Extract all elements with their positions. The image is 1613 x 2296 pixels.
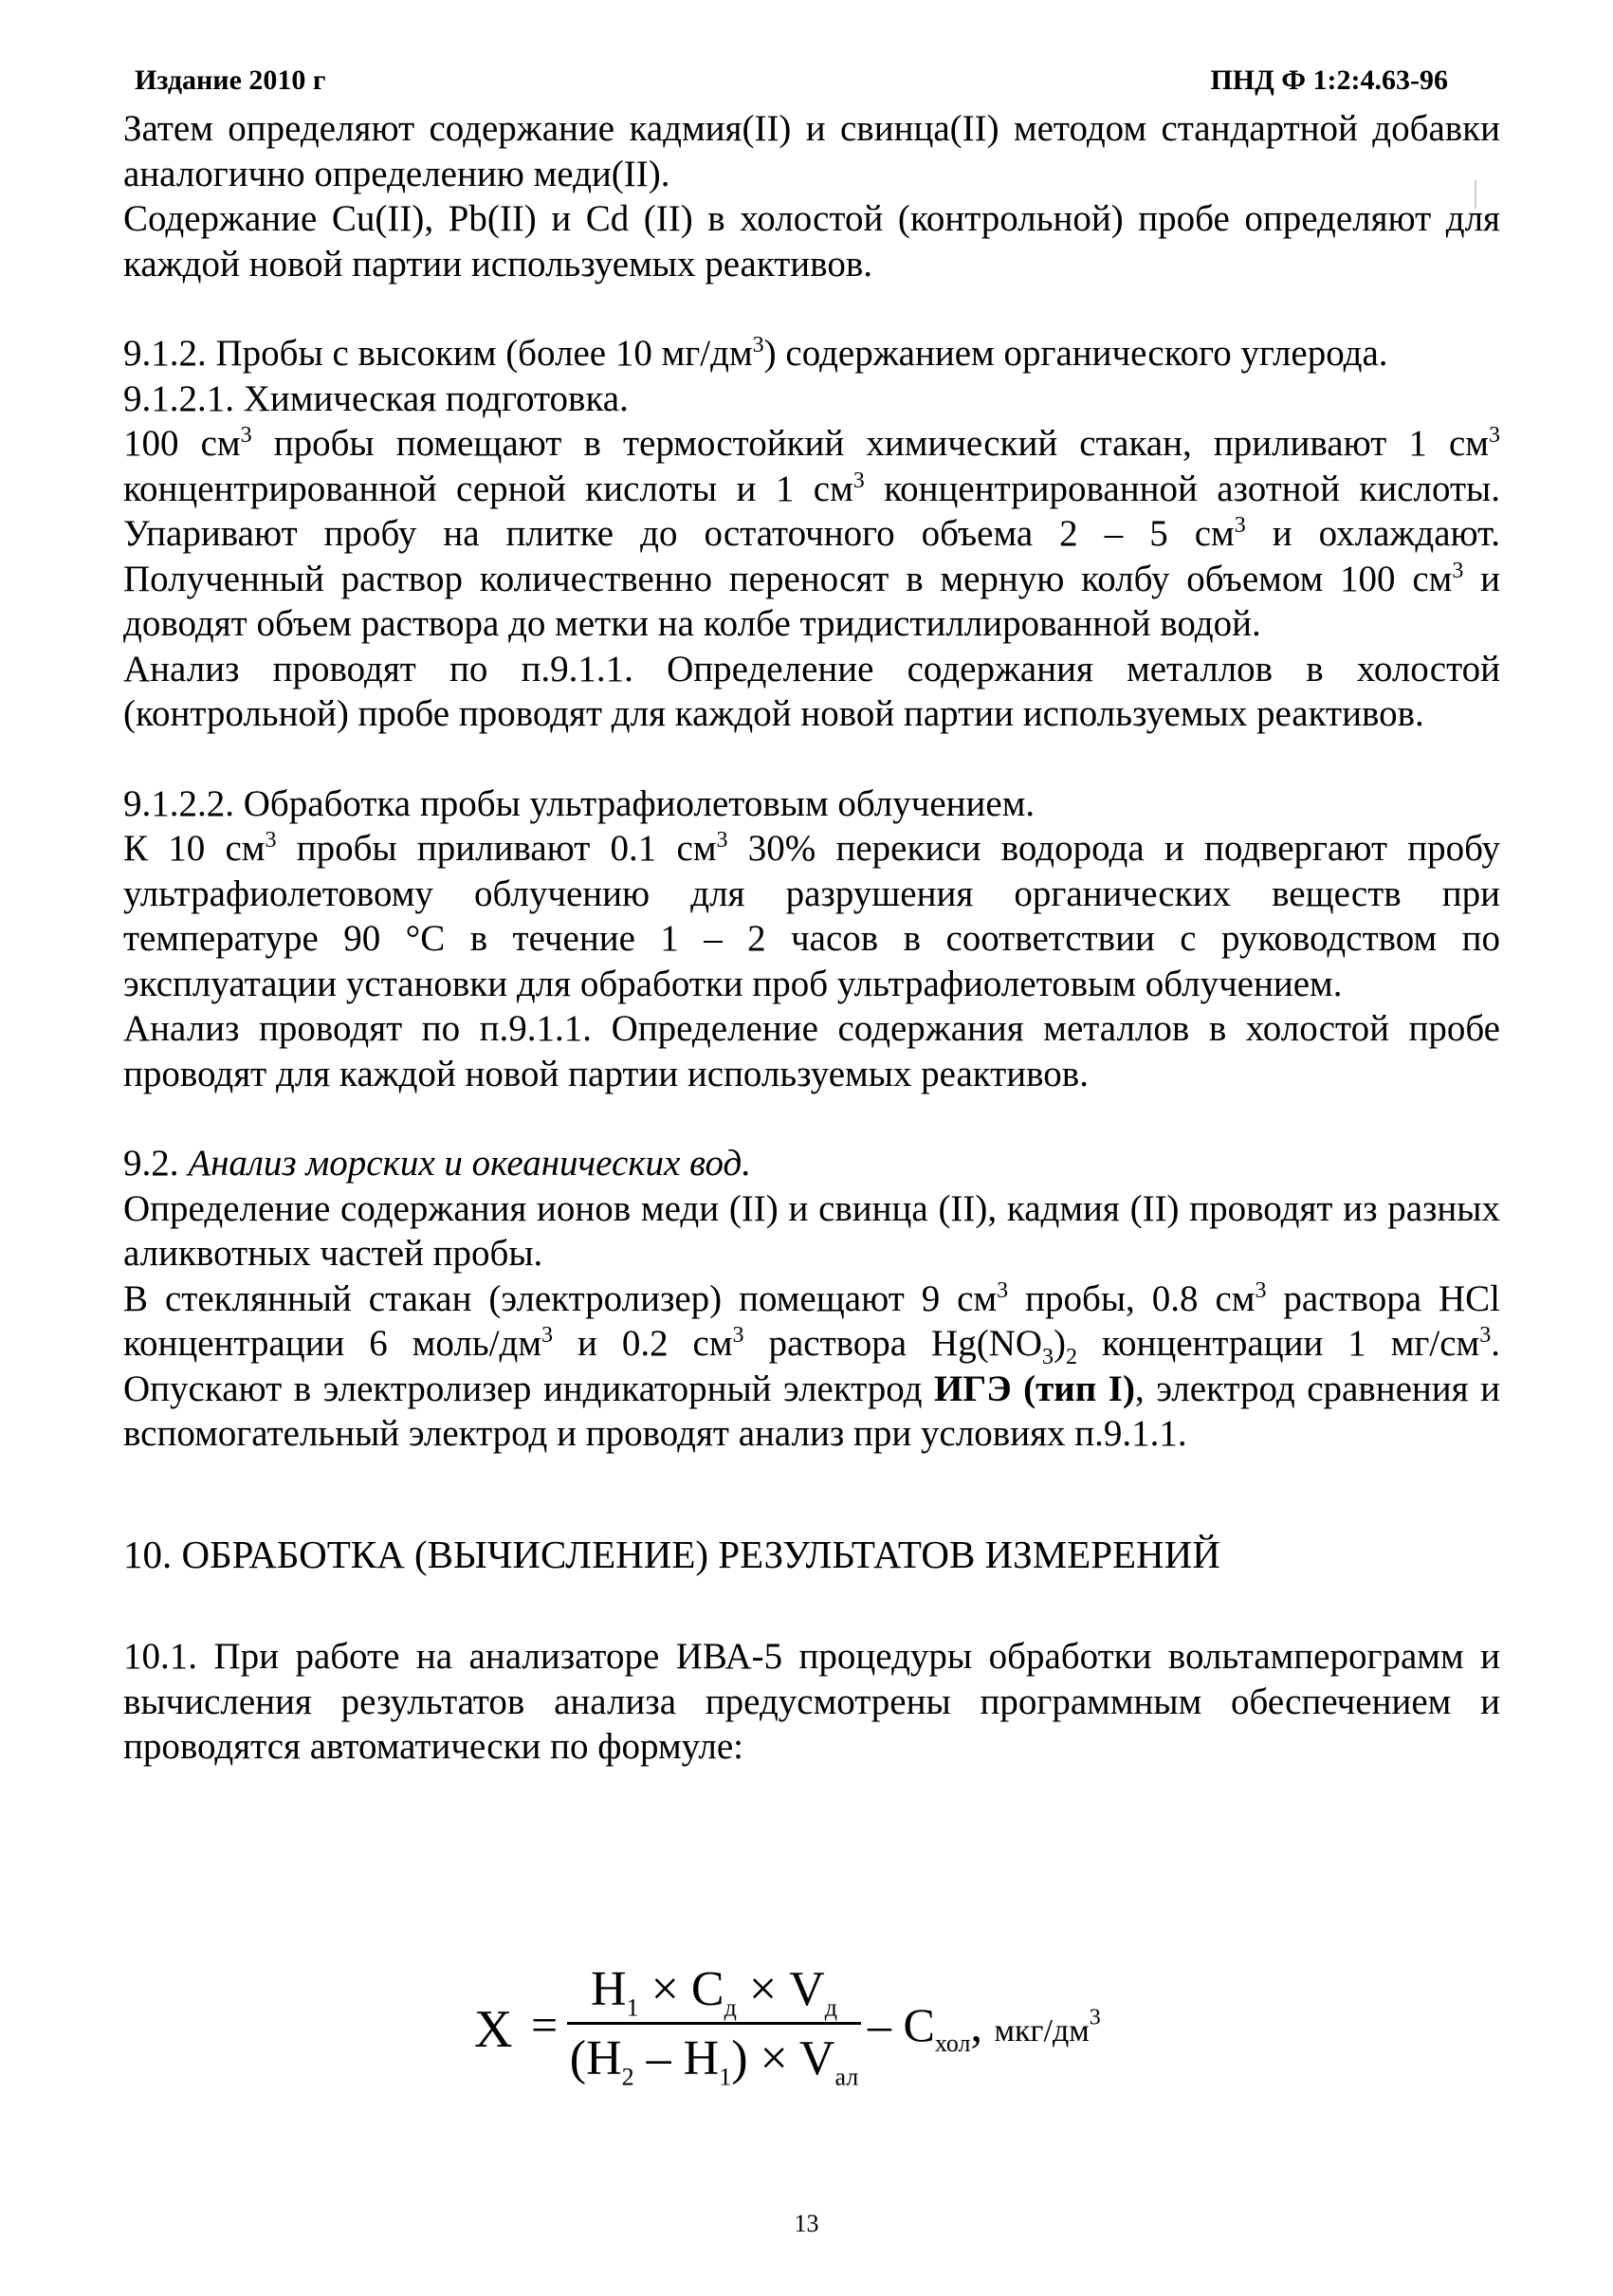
calculation-formula (0, 1961, 1613, 2103)
paragraph-chemical-prep: 100 $см^3$ пробы помещают в термостойкий химический стакан, приливают 1 $см^3$ концентрированной серной кислоты и 1 $см^3$ концентрированной азотной кислоты. Упаривают пробу на плитке до остаточного объема 2 – 5 $см^3$ и охлаждают. Полученный раствор количественно переносят в мерную колбу объемом 100 $см^3$ и доводят объем раствора до метки на колбе тридистиллированной водой. (123, 423, 1501, 644)
formula-lhs: X (474, 2000, 513, 2059)
paragraph-blank-sample: Содержание Cu(II), Pb(II) и Cd (II) в холостой (контрольной) пробе определяют для каждой новой партии используемых реактивов. (123, 198, 1500, 285)
paragraph-10-1: 10.1. При работе на анализаторе ИВА-5 процедуры обработки вольтамперограмм и вычисления результатов анализа предусмотрены программным обеспечением и проводятся автоматически по формуле: (123, 1636, 1500, 1767)
section-9-1-2-1-title: 9.1.2.1. Химическая подготовка. (123, 377, 629, 419)
formula-denominator: $(H_2 - H_1) \times V_{ал}$ (569, 2031, 859, 2091)
section-9-2-title: 9.2. Анализ морских и океанических вод. (123, 1143, 751, 1184)
formula-fraction (567, 1961, 861, 2091)
section-10-heading: 10. ОБРАБОТКА (ВЫЧИСЛЕНИЕ) РЕЗУЛЬТАТОВ ИЗМЕРЕНИЙ (123, 1532, 1220, 1576)
paragraph-electrolyzer: В стеклянный стакан (электролизер) помещают 9 $см^3$ пробы, 0.8 $см^3$ раствора HCl концентрации 6 моль/$дм^3$ и 0.2 $см^3$ раствора $Hg(NO_3)_2$ концентрации 1 $мг/см^3$. Опускают в электролизер индикаторный электрод ИГЭ (тип I), электрод сравнения и вспомогательный электрод и проводят анализ при условиях п.9.1.1. (123, 1277, 1500, 1454)
section-9-1-2-2-title: 9.1.2.2. Обработка пробы ультрафиолетовым облучением. (123, 782, 1036, 824)
edition-label: Издание 2010 г (135, 64, 326, 96)
paragraph-uv-treatment: К 10 $см^3$ пробы приливают 0.1 $см^3$ 30% перекиси водорода и подвергают пробу ультрафиолетовому облучению для разрушения органических веществ при температуре 90 °С в течение 1 – 2 часов в соответствии с руководством по эксплуатации установки для обработки проб ультрафиолетовым облучением. (123, 828, 1500, 1004)
paragraph-analysis-1: Анализ проводят по п.9.1.1. Определение содержания металлов в холостой (контрольной) пробе проводят для каждой новой партии используемых реактивов. (123, 648, 1500, 734)
paragraph-analysis-2: Анализ проводят по п.9.1.1. Определение содержания металлов в холостой пробе проводят для каждой новой партии используемых реактивов. (123, 1008, 1500, 1094)
formula-tail: – $C_{хол}$, мкг/$дм^3$ (868, 1998, 1101, 2057)
document-code: ПНД Ф 1:2:4.63-96 (1210, 64, 1448, 96)
body-text (123, 106, 1500, 1770)
formula-numerator: $H_1 \times C_д \times V_д$ (591, 1962, 837, 2022)
formula-equals: = (531, 1998, 559, 2051)
page-number: 13 (794, 2210, 819, 2237)
section-9-1-2-title: 9.1.2. Пробы с высоким (более 10 $мг/дм^3$) содержанием органического углерода. (123, 333, 1388, 374)
paragraph-cadmium-lead: Затем определяют содержание кадмия(II) и свинца(II) методом стандартной добавки аналогично определению меди(II). (123, 108, 1500, 194)
page-header (135, 64, 1448, 102)
fraction-bar (567, 2022, 861, 2025)
paragraph-ions-determination: Определение содержания ионов меди (II) и свинца (II), кадмия (II) проводят из разных аликвотных частей пробы. (123, 1187, 1500, 1274)
